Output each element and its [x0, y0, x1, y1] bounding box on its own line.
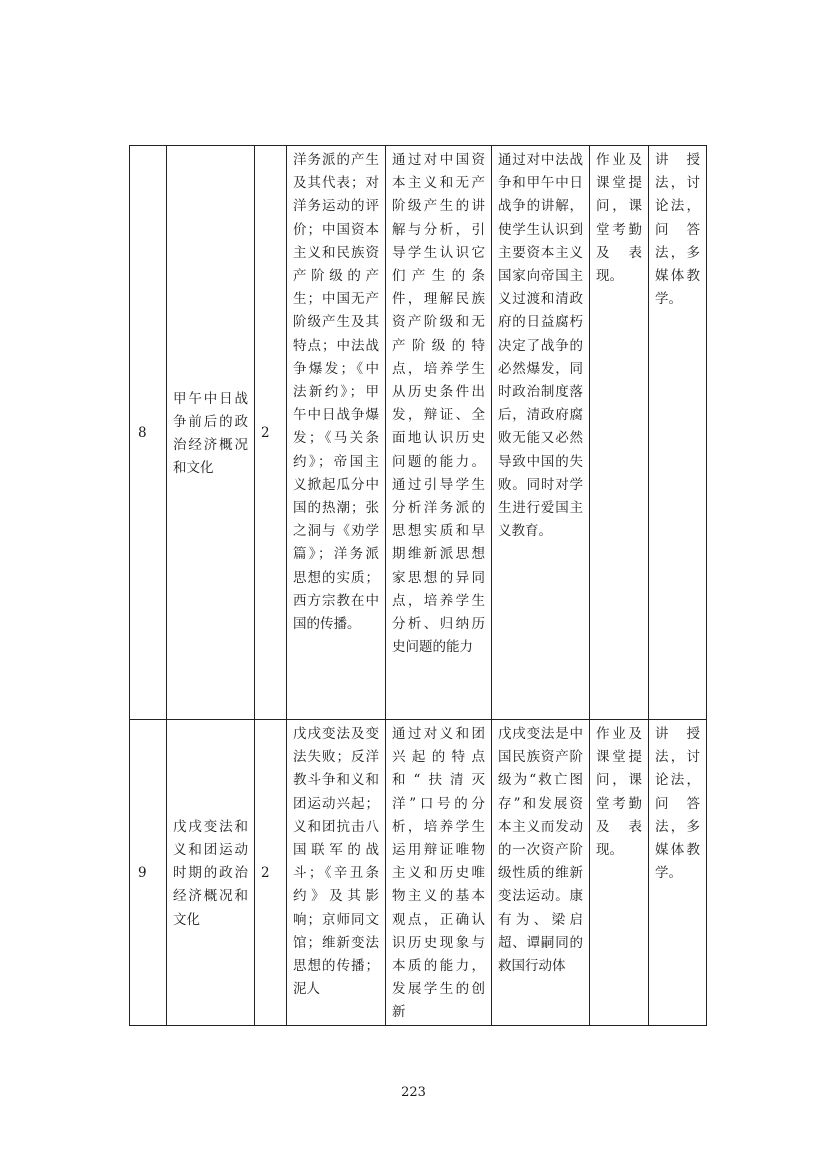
class-hours-cell: 2	[255, 146, 287, 720]
chapter-title-cell: 甲午中日战争前后的政治经济概况和文化	[167, 146, 255, 720]
assessment-cell: 作业及课堂提问，课堂考勤及表现。	[590, 720, 649, 1026]
teaching-method-cell: 讲授法，讨论法，问答法，多媒体教学。	[649, 720, 707, 1026]
chapter-title-cell: 戊戌变法和义和团运动时期的政治经济概况和文化	[167, 720, 255, 1026]
ability-goal-cell: 通过对中国资本主义和无产阶级产生的讲解与分析，引导学生认识它们产生的条件，理解民族资产阶级和无产阶级的特点，培养学生从历史条件出发，辩证、全面地认识历史问题的能力。通过引导学生分析洋务派的思想实质和早期维新派思想家思想的异同点，培养学生分析、归纳历史问题的能力	[386, 146, 492, 720]
teaching-content-cell: 戊戌变法及变法失败；反洋教斗争和义和团运动兴起；义和团抗击八国联军的战斗；《辛丑条约》及其影响；京师同文馆；维新变法思想的传播；泥人	[287, 720, 386, 1026]
lesson-number-cell: 9	[130, 720, 167, 1026]
moral-goal-cell: 戊戌变法是中国民族资产阶级为“救亡图存”和发展资本主义而发动的一次资产阶级性质的维新变法运动。康有为、梁启超、谭嗣同的救国行动体	[492, 720, 590, 1026]
page-number: 223	[401, 1085, 426, 1100]
table-row	[130, 720, 707, 1026]
teaching-method-cell: 讲授法，讨论法，问答法，多媒体教学。	[649, 146, 707, 720]
ability-goal-cell: 通过对义和团兴起的特点和“扶清灭洋”口号的分析，培养学生运用辩证唯物主义和历史唯物主义的基本观点，正确认识历史现象与本质的能力，发展学生的创新	[386, 720, 492, 1026]
lesson-number-cell: 8	[130, 146, 167, 720]
table-row	[130, 146, 707, 720]
class-hours-cell: 2	[255, 720, 287, 1026]
moral-goal-cell: 通过对中法战争和甲午中日战争的讲解，使学生认识到主要资本主义国家向帝国主义过渡和清政府的日益腐朽决定了战争的必然爆发，同时政治制度落后，清政府腐败无能又必然导致中国的失败。同时对学生进行爱国主义教育。	[492, 146, 590, 720]
syllabus-table	[129, 145, 707, 1026]
teaching-content-cell: 洋务派的产生及其代表；对洋务运动的评价；中国资本主义和民族资产阶级的产生；中国无产阶级产生及其特点；中法战争爆发；《中法新约》；甲午中日战争爆发；《马关条约》；帝国主义掀起瓜分中国的热潮；张之洞与《劝学篇》；洋务派思想的实质；西方宗教在中国的传播。	[287, 146, 386, 720]
assessment-cell: 作业及课堂提问，课堂考勤及表现。	[590, 146, 649, 720]
